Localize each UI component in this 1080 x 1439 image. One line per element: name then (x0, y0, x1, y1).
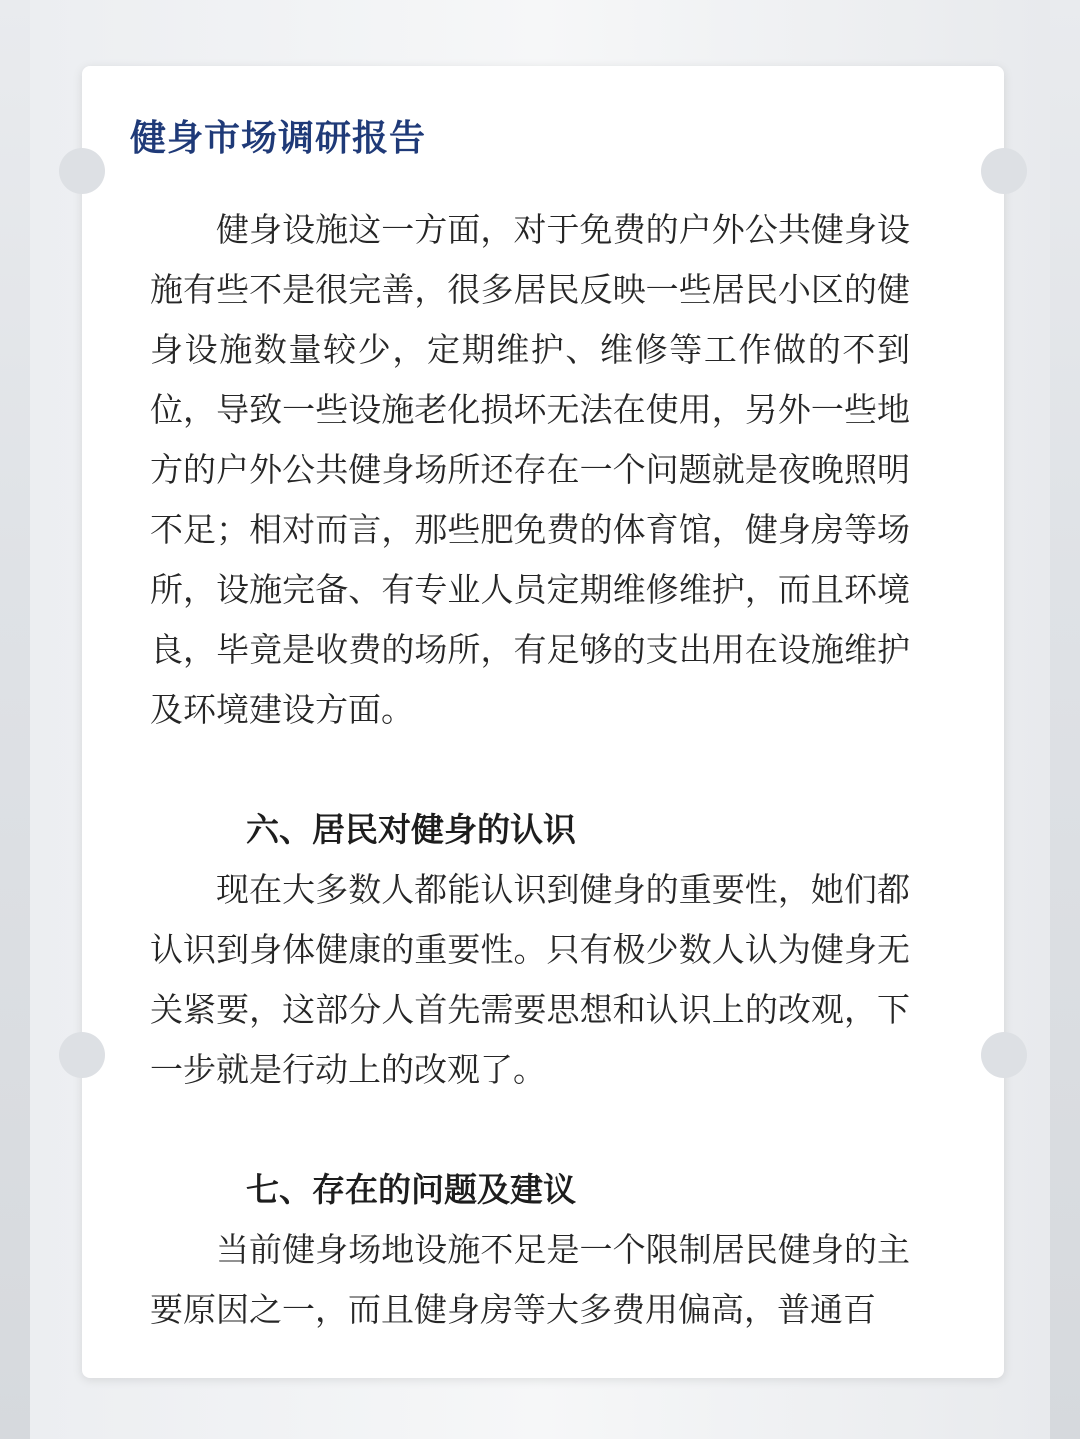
paragraph-awareness: 现在大多数人都能认识到健身的重要性，她们都认识到身体健康的重要性。只有极少数人认为健身无关紧要，这部分人首先需要思想和认识上的改观，下一步就是行动上的改观了。 (150, 870, 910, 1089)
document-title: 健身市场调研报告 (130, 118, 427, 159)
card-notch-decoration (59, 148, 105, 194)
document-card (82, 66, 1004, 1378)
card-notch-decoration (981, 1032, 1027, 1078)
section-heading-six: 六、居民对健身的认识 (246, 810, 576, 849)
paragraph-problems: 当前健身场地设施不足是一个限制居民健身的主要原因之一，而且健身房等大多费用偏高，普通百 (150, 1230, 910, 1329)
card-notch-decoration (981, 148, 1027, 194)
card-notch-decoration (59, 1032, 105, 1078)
section-heading-seven: 七、存在的问题及建议 (246, 1170, 576, 1209)
paragraph-facilities: 健身设施这一方面，对于免费的户外公共健身设施有些不是很完善，很多居民反映一些居民小区的健身设施数量较少，定期维护、维修等工作做的不到位，导致一些设施老化损坏无法在使用，另外一些地方的户外公共健身场所还存在一个问题就是夜晚照明不足；相对而言，那些肥免费的体育馆，健身房等场所，设施完备、有专业人员定期维修维护，而且环境良，毕竟是收费的场所，有足够的支出用在设施维护及环境建设方面。 (150, 210, 910, 729)
